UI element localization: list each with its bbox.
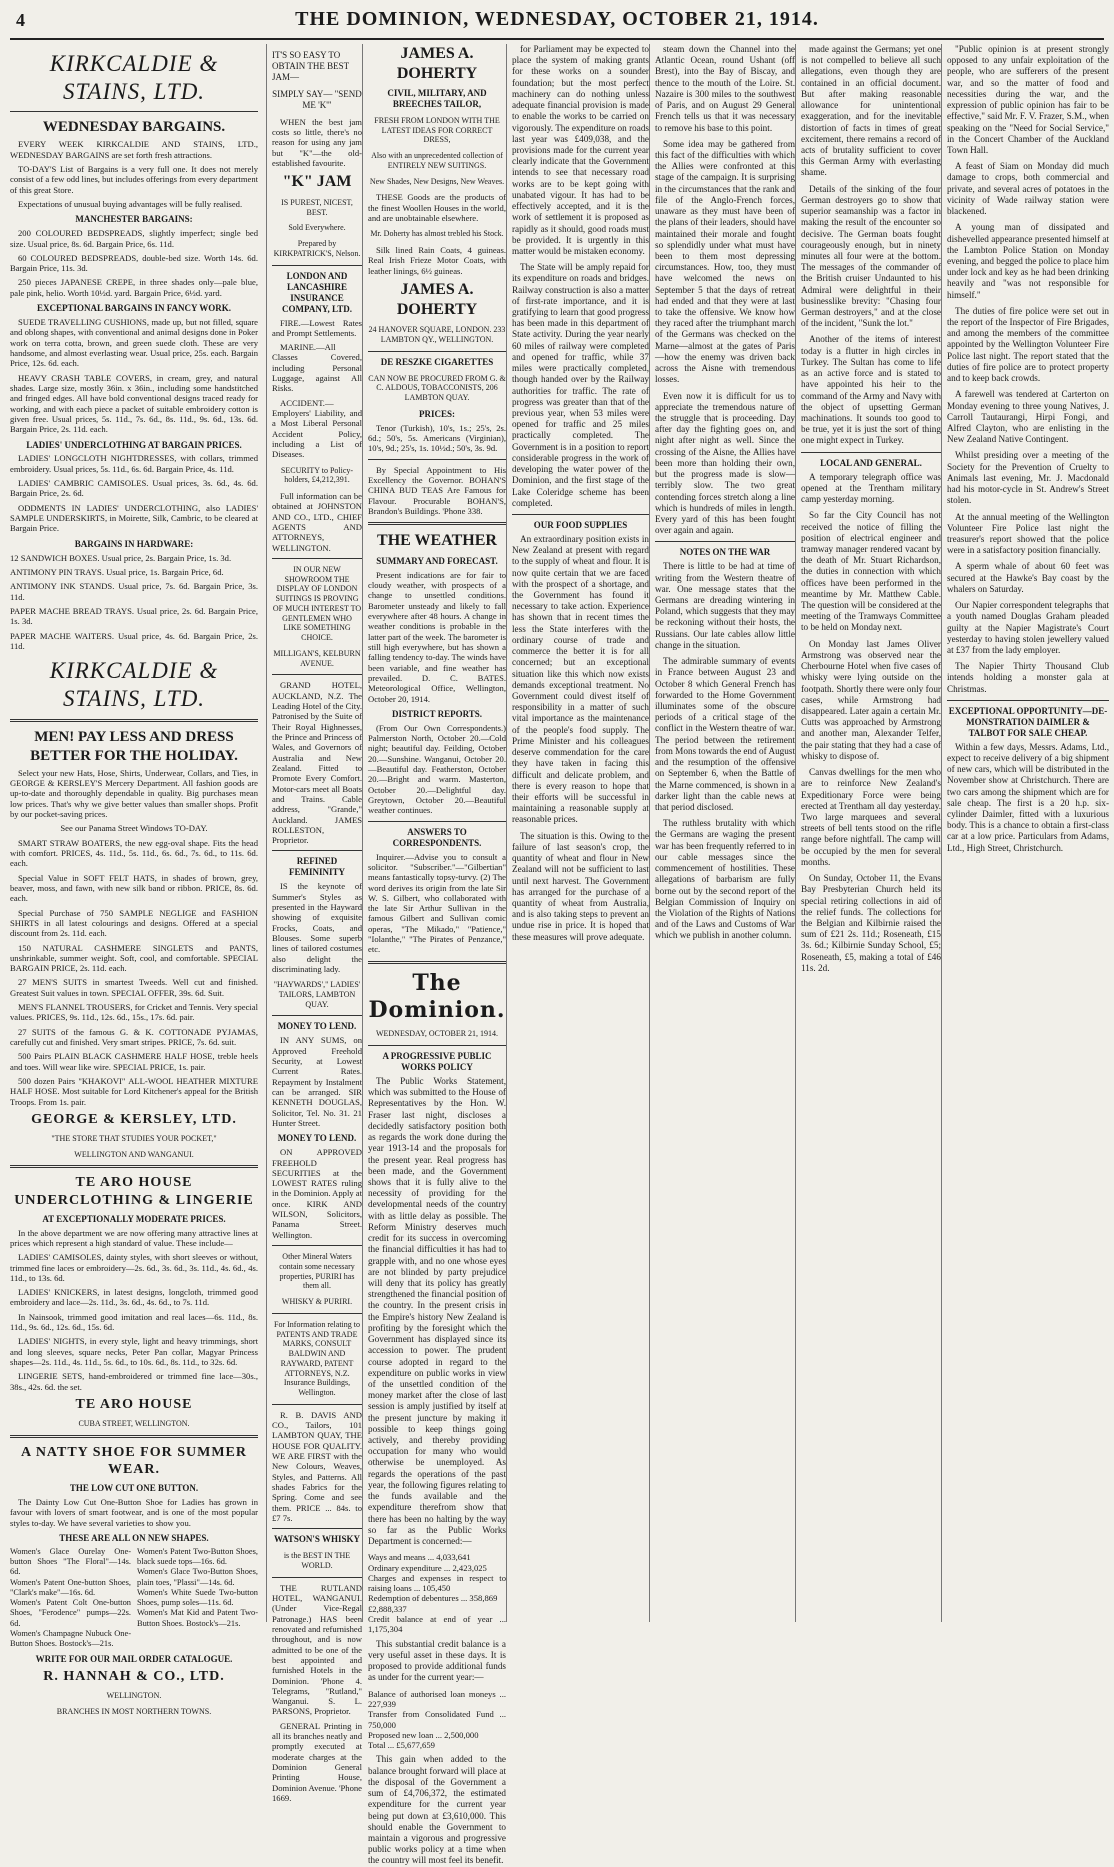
bargain-item: PAPER MACHE BREAD TRAYS. Usual price, 2s. 6d. Bargain Price, 1s. 3d. bbox=[10, 605, 258, 627]
bargain-item: LADIES' LONGCLOTH NIGHTDRESSES, with collars, trimmed embroidery. Usual prices, 5s. 11d., 6s. 6d. Bargain Price, 4s. 11d. bbox=[10, 453, 258, 474]
te-aro-address: CUBA STREET, WELLINGTON. bbox=[78, 1419, 190, 1429]
local-item: The Napier Thirty Thousand Club intends holding a monster gala at Christmas. bbox=[947, 661, 1109, 694]
tearo-intro: In the above department we are now offering many attractive lines at prices which represent a high standard of value. These include— bbox=[10, 1227, 258, 1248]
gk-place: WELLINGTON AND WANGANUI. bbox=[74, 1149, 194, 1159]
local-item: A temporary telegraph office was opened at the Trentham military camp yesterday morning. bbox=[801, 471, 941, 505]
refined-heading: REFINED FEMININITY bbox=[288, 856, 345, 878]
te-aro-house-footer: TE ARO HOUSE bbox=[75, 1396, 193, 1412]
divider bbox=[368, 821, 506, 822]
notes-on-war-heading: NOTES ON THE WAR bbox=[679, 547, 771, 558]
editorial-body: for Parliament may be expected to place the system of making grants for these works on a sounder foundation; but the most perfect machinery can do nothing unless adequate financial provision is made to enable the works to be carried on vigorously. The expenditure on roads last year was £409,038, and the provisions made for the current year clearly indicate that the Government intends to see that necessary road works are to be kept going with unabated vigour. It has had to be effectively accepted, and it is the work of settlement it is proposed as rapidly as it should, good roads must be provided. It is urgently in this matter would be mistaken economy. bbox=[512, 44, 649, 256]
haywards-name: "HAYWARDS'," LADIES' TAILORS, LAMBTON QUAY. bbox=[273, 980, 361, 1009]
whisky-puriri: WHISKY & PURIRI. bbox=[281, 1297, 353, 1307]
local-item: The duties of fire police were set out in the report of the Inspector of Fire Brigades, and among the members of the committee appointed by the Wellington Volunteer Fire Police last night. The report stated that the duties of fire police are to protect property and to keep back crowds. bbox=[947, 305, 1109, 384]
tearo-item: In Nainsook, trimmed good imitation and real laces—6s. 11d., 8s. 11d., 9s. 6d., 12s. 6d., 15s. 6d. bbox=[10, 1311, 258, 1333]
doherty-line: FRESH FROM LONDON WITH THE LATEST IDEAS FOR CORRECT DRESS, bbox=[374, 115, 500, 145]
masthead bbox=[10, 8, 1104, 40]
local-item: At the annual meeting of the Wellington Volunteer Fire Police last night the treasurer's report showed that the police were in a satisfactory position financially. bbox=[947, 511, 1109, 556]
insurance-title: LONDON AND LANCASHIRE INSURANCE COMPANY, LTD. bbox=[282, 270, 352, 314]
k-jam-sold: Sold Everywhere. bbox=[288, 223, 346, 233]
local-item: "Public opinion is at present strongly opposed to any unfair exploitation of the people, who are sufferers of the present war, and so the matter of food and necessities during the war, and the expression of public opinion has fair to be effective," said Mr. F. V. Frazer, S.M., when speaking on the "Need for Social Service," in the Concert Chamber of the Auckland Town Hall. bbox=[947, 44, 1109, 155]
masthead-title: THE DOMINION, WEDNESDAY, OCTOBER 21, 1914. bbox=[295, 8, 819, 30]
milligan-name: MILLIGAN'S, KELBURN AVENUE. bbox=[273, 648, 361, 668]
doherty-line: Mr. Doherty has almost trebled his Stock. bbox=[370, 229, 504, 239]
insurance-security: SECURITY to Policy-holders, £4,212,391. bbox=[280, 465, 354, 485]
local-item: Whilst presiding over a meeting of the Society for the Prevention of Cruelty to Animals last evening, Mr. J. Macdonald had his motor-cycle in St. Andrew's Street stolen. bbox=[947, 450, 1109, 506]
public-works-body-3: This gain when added to the balance brought forward will place at the disposal of the Government a sum of £4,706,372, the estimated expenditure for the current year being put down at £3,610,000. This should enable the Government to maintain a vigorous and progressive public works policy at a time when the country will most feel its benefit. bbox=[368, 1754, 506, 1866]
divider bbox=[272, 1577, 362, 1578]
bohan-ad: By Special Appointment to His Excellency the Governor. BOHAN'S CHINA BUD TEAS Are Famous for Flavour. Procurable BOHAN'S, Brandon's Buildings. 'Phone 338. bbox=[368, 464, 506, 516]
hannah-place: WELLINGTON. bbox=[106, 1691, 162, 1701]
weather-body: Present indications are for fair to cloudy weather, with prospects of a change to unsettled conditions. Barometer unsteady and likely to fall everywhere after 48 hours. A change in weather conditions is probable in the latter part of the week. The barometer is still high everywhere, but has shown a falling tendency to-day. The winds have been variable, and fine weather has prevailed. D. C. BATES. Meteorological Office, Wellington, October 20, 1914. bbox=[368, 569, 506, 704]
exceptional-opportunity-body: Within a few days, Messrs. Adams, Ltd., expect to receive delivery of a big shipment of new cars, which will be distributed in the November show at Christchurch. There are two cars among the shipment which are for sale cheap. The first is a 20 h.p. six-cylinder Daimler, fitted with a luxurious body. This is a chance to obtain a first-class car at a low price. Particulars from Adams, Ltd., High Street, Christchurch. bbox=[947, 741, 1109, 853]
divider bbox=[272, 1404, 362, 1405]
food-supplies-heading: OUR FOOD SUPPLIES bbox=[533, 519, 628, 530]
column-editorial-1 bbox=[362, 44, 506, 1866]
exceptional-opportunity-heading: EXCEPTIONAL OPPORTUNITY—DE-MONSTRATION DAIMLER & TALBOT FOR SALE CHEAP. bbox=[948, 705, 1108, 738]
bargain-item: LADIES' CAMBRIC CAMISOLES. Usual prices, 3s. 6d., 4s. 6d. Bargain Price, 2s. 6d. bbox=[10, 478, 258, 499]
war-body-continued: Another of the items of interest today is a flutter in high circles in Turkey. The Sultan has come to life as an active force and is stated to have appointed his heir to the command of the Army and Navy with the object of upsetting German machinations. It sounds too good to be true, yet it is just the sort of thing one might expect in Turkey. bbox=[801, 334, 941, 446]
money-body: IN ANY SUMS, on Approved Freehold Security, at Lowest Current Rates. Repayment by Instalment can be arranged. SIR KENNETH DOUGLAS, Solicitor, Tel. No. 31. 21 Hunter Street. bbox=[272, 1035, 362, 1128]
kirk-intro: EVERY WEEK KIRKCALDIE AND STAINS, LTD., WEDNESDAY BARGAINS are set forth fresh attractions. bbox=[10, 139, 258, 160]
doherty-address: 24 HANOVER SQUARE, LONDON. 233 LAMBTON QY., WELLINGTON. bbox=[368, 325, 506, 344]
divider bbox=[368, 351, 506, 352]
column-local-general bbox=[795, 44, 941, 1622]
doherty-body: Silk lined Rain Coats, 4 guineas. Real Irish Frieze Motor Coats, with leather linings, 6½ guineas. bbox=[368, 245, 506, 276]
bargain-item: 250 pieces JAPANESE CREPE, in three shades only—pale blue, pale pink, helio. Worth 10½d. yard. Bargain Price, 6½d. yard. bbox=[10, 277, 258, 298]
doherty-subtitle: CIVIL, MILITARY, AND BREECHES TAILOR, bbox=[387, 88, 487, 109]
kirkcaldie-title: KIRKCALDIE & STAINS, LTD. bbox=[49, 51, 219, 105]
k-jam-send: SIMPLY SAY— "SEND ME 'K'" bbox=[272, 88, 362, 110]
doherty-line: New Shades, New Designs, New Weaves. bbox=[369, 176, 505, 186]
war-body: Even now it is difficult for us to appreciate the tremendous nature of the struggle that is proceeding. Day after day the fighting goes on, and night after night as well. Since the crossing of the Aisne, the Allies have been more than holding their own, but the progress made is slow—terribly slow. The two great contending forces stretch along a line which is hundreds of miles in length. Every yard of this has been fought over again and again. bbox=[655, 390, 795, 536]
k-jam-body: WHEN the best jam costs so little, there's no reason for using any jam but "K"—the old-established favourite. bbox=[272, 116, 362, 169]
watson-tagline: is the BEST IN THE WORLD. bbox=[283, 1551, 351, 1570]
divider bbox=[368, 961, 506, 964]
men-pay-less-heading: MEN! PAY LESS AND DRESS BETTER FOR THE HOLIDAY. bbox=[30, 729, 238, 764]
natty-shoe-heading: A NATTY SHOE FOR SUMMER WEAR. bbox=[20, 1444, 247, 1477]
k-jam-tagline: IT'S SO EASY TO OBTAIN THE BEST JAM— bbox=[272, 50, 349, 82]
local-item: So far the City Council has not received the notice of filling the position of electrical engineer and tramway manager rendered vacant by the death of Mr. Stuart Richardson, the duties in connection with which offices have been performed in the meantime by Mr. Matthew Cable. The question will be considered at the meeting of the Tramways Committee to be held on Monday next. bbox=[801, 510, 941, 633]
rutland-hotel-ad: THE RUTLAND HOTEL, WANGANUI. (Under Vice-Regal Patronage.) HAS been renovated and refurnished throughout, and is now admitted to be one of the best appointed and furnished Hotels in the Dominion. 'Phone 4. Telegrams, "Rutland," Wanganui. S. L. PARSONS, Proprietor. bbox=[272, 1582, 362, 1717]
war-body: steam down the Channel into the Atlantic Ocean, round Ushant (off Brest), into the Bay of Biscay, and thence to the mouth of the Loire. St. Nazaire is 300 miles to the southwest of Paris, and on August 29 General French tells us that it was necessary to remove his base to this point. bbox=[655, 44, 795, 133]
column-advertisements-left bbox=[10, 44, 258, 1717]
war-body: Some idea may be gathered from this fact of the difficulties with which the Allies were confronted at this stage of the campaign. It is surprising in the circumstances that the rank and file of the Anglo-French forces, unaware as they must have been of the plans of their leaders, should have maintained their morale and fought so splendidly under what must have been to them most depressing circumstances. How, too, they must have welcomed the news on September 5 that the days of retreat had ended and that they were at last to take the offensive. We know how they raced after the triumphant march of the Germans was checked on the Marne—almost at the gates of Paris—how the enemy was driven back across the Aisne with tremendous losses. bbox=[655, 138, 795, 385]
divider bbox=[655, 541, 795, 542]
shoe-subheading: THE LOW CUT ONE BUTTON. bbox=[69, 1482, 199, 1493]
tearo-item: LADIES' KNICKERS, in latest designs, longcloth, trimmed good embroidery and lace—2s. 11d., 3s. 6d., 4s. 6d., to 7s. 11d. bbox=[10, 1287, 258, 1308]
hardware-heading: BARGAINS IN HARDWARE: bbox=[74, 538, 194, 549]
divider bbox=[272, 1015, 362, 1016]
doherty-line: Also with an unprecedented collection of ENTIRELY NEW SUITINGS. bbox=[371, 151, 503, 170]
weather-subtitle: SUMMARY AND FORECAST. bbox=[376, 555, 498, 566]
gk-item: 27 MEN'S SUITS in smartest Tweeds. Well cut and finished. Greatest Suit values in town. SPECIAL OFFER, 39s. 6d. Suit. bbox=[10, 977, 258, 998]
dominion-flag: The Dominion. bbox=[368, 969, 506, 1023]
divider bbox=[272, 558, 362, 559]
divider bbox=[10, 1165, 258, 1168]
public-works-body: The Public Works Statement, which was submitted to the House of Representatives by the Hon. W. Fraser last night, discloses a decidedly satisfactory position both as regards the work done during the year 1913-14 and the proposals for the present year. Real progress has been made, and the Government shows that it is fully alive to the necessity of providing for the developmental needs of the country with as little delay as possible. The Reform Ministry deserves much credit for its success in overcoming the financial difficulties it has had to grapple with, and no one whose eyes are not blinded by party prejudice will deny that its policy has greatly strengthened the financial position of the country. In the present crisis in the Empire's history New Zealand is profiting by the foresight which the Government has displayed since its accession to power. The prudent course adopted in regard to the expenditure on public works in view of the unsettled condition of the money market after the close of last session is amply justified by itself at the present juncture by making it possible to keep things going actively, and thereby providing occupation for many who would otherwise be unemployed. As regards the operations of the past year, the following figures relating to the funds available and the expenditure therefrom show that there has been no halting by the way so far as the Public Works Department is concerned:— bbox=[368, 1076, 506, 1547]
patents-ad: For Information relating to PATENTS AND TRADE MARKS, CONSULT BALDWIN AND RAYWARD, PATENT ATTORNEYS, N.Z. Insurance Buildings, Wellington. bbox=[274, 1319, 360, 1398]
gk-item: SMART STRAW BOATERS, the new egg-oval shape. Fits the head with comfort. PRICES, 4s. 11d., 5s. 11d., 6s. 6d., 7s. 6d., to 11s. 6d. each. bbox=[10, 837, 258, 869]
men-windows: See our Panama Street Windows TO-DAY. bbox=[60, 823, 208, 834]
wednesday-bargains-heading: WEDNESDAY BARGAINS. bbox=[42, 119, 226, 136]
gk-item: 27 SUITS of the famous G. & K. COTTONADE PYJAMAS, carefully cut and finished. Very smart stripes. PRICE, 7s. 6d. suit. bbox=[10, 1026, 258, 1048]
divider bbox=[272, 850, 362, 851]
local-item: A farewell was tendered at Carterton on Monday evening to three young Natives, J. Carroll Tautaurangi, Hirpi Fongi, and Alfred Clayton, who are enlisting in the New Zealand Native Contingent. bbox=[947, 389, 1109, 445]
notes-body: The admirable summary of events in France between August 23 and October 8 which General French has forwarded to the Home Government illuminates some of the obscure periods of a critical stage of the conflict in the Western theatre of war. The period between the retirement from Mons towards the end of August and the resumption of the offensive on September 6, when the Battle of the Marne commenced, is shown in a darker light than the cable news at that period disclosed. bbox=[655, 656, 795, 812]
bargain-item: PAPER MACHE WAITERS. Usual price, 4s. 6d. Bargain Price, 2s. 11d. bbox=[10, 630, 258, 651]
divider bbox=[368, 459, 506, 460]
shoe-intro: The Dainty Low Cut One-Button Shoe for Ladies has grown in favour with lovers of smart footwear, and is one of the most popular styles to-day. We have several varieties to show you. bbox=[10, 1496, 258, 1528]
men-intro: Select your new Hats, Hose, Shirts, Underwear, Collars, and Ties, in GEORGE & KERSLEY'S Mercery Department. All fashion goods are up-to-date and thoroughly dependable in quality. Big purchases mean low prices. That's why we give better values than smaller shops. Profit by our pocket-saving prices. bbox=[10, 767, 258, 820]
gk-item: 500 Pairs PLAIN BLACK CASHMERE HALF HOSE, treble heels and toes. Will wear like wire. SPECIAL PRICE, 1s. pair. bbox=[10, 1051, 258, 1072]
divider bbox=[368, 1045, 506, 1046]
page-number: 4 bbox=[16, 10, 25, 30]
prices-heading: PRICES: bbox=[418, 408, 455, 419]
k-jam-title: "K" JAM bbox=[282, 173, 352, 191]
column-local-general-2 bbox=[941, 44, 1109, 1622]
kirkcaldie-title-footer: KIRKCALDIE & STAINS, LTD. bbox=[49, 658, 219, 712]
bargain-item: ANTIMONY INK STANDS. Usual price, 7s. 6d. Bargain Price, 3s. 11d. bbox=[10, 581, 258, 602]
doherty-body: THESE Goods are the products of the finest Woollen Houses in the world, and are unobtainable elsewhere. bbox=[368, 192, 506, 224]
local-item: On Sunday, October 11, the Evans Bay Presbyterian Church held its special retiring collections in aid of the relief funds. The collections for the Belgian and Kilbirnie raised the sum of £21 2s. 11d.; Roseneath, £15 3s. 6d.; Kilbirnie Sunday School, £5; Roseneath, £5, making a total of £46 11s. 2d. bbox=[801, 873, 941, 973]
printing-ad: GENERAL Printing in all its branches neatly and promptly executed at moderate charges at the Dominion General Printing House, Dominion Avenue. 'Phone 1669. bbox=[272, 1720, 362, 1803]
watson-title: WATSON'S WHISKY bbox=[274, 1534, 360, 1545]
te-aro-house-title: TE ARO HOUSE bbox=[75, 1175, 193, 1191]
divider bbox=[10, 1435, 258, 1438]
insurance-line: MARINE.—All Classes Covered, including Personal Luggage, against All Risks. bbox=[272, 342, 362, 394]
money-heading: MONEY TO LEND. bbox=[277, 1021, 357, 1032]
bargain-item: 200 COLOURED BEDSPREADS, slightly imperfect; single bed size. Usual price, 8s. 6d. Bargain Price, 6s. 11d. bbox=[10, 228, 258, 249]
divider bbox=[10, 111, 258, 112]
district-body: (From Our Own Correspondents.) Palmerston North, October 20.—Cold night; beautiful day. Feilding, October 20.—Sunshine. Wanganui, October 20.—Beautiful day. Featherston, October 20.—Bright and warm. Masterton, October 20.—Delightful day. Greytown, October 20.—Beautiful weather continues. bbox=[368, 722, 506, 816]
divider bbox=[10, 719, 258, 722]
divider bbox=[272, 1245, 362, 1246]
local-item: A young man of dissipated and dishevelled appearance presented himself at the Lambton Police Station on Monday evening, and begged the police to place him under lock and key as he had been drinking heavily and "was not responsible for himself." bbox=[947, 222, 1109, 300]
bargain-item: ODDMENTS IN LADIES' UNDERCLOTHING, also LADIES' SAMPLE UNDERSKIRTS, in Moirette, Silk, Cambric, to be cleared at Bargain Price. bbox=[10, 502, 258, 534]
doherty-title: JAMES A. DOHERTY bbox=[396, 45, 478, 82]
local-item: A feast of Siam on Monday did much damage to crops, both commercial and private, and several acres of potatoes in the vicinity of Wade railway station were blackened. bbox=[947, 161, 1109, 217]
insurance-line: FIRE.—Lowest Rates and Prompt Settlements. bbox=[272, 317, 362, 338]
showroom-ad: IN OUR NEW SHOWROOM THE DISPLAY OF LONDON SUITINGS IS PROVING OF MUCH INTEREST TO GENTLEMEN WHO LIKE SOMETHING CHOICE. bbox=[272, 564, 362, 643]
column-small-ads bbox=[266, 44, 362, 1803]
answers-heading: ANSWERS TO CORRESPONDENTS. bbox=[392, 826, 482, 848]
food-supplies-body: An extraordinary position exists in New Zealand at present with regard to the supply of wheat and flour. It is now quite certain that we are faced with the prospect of a shortage, and the Government has found it necessary to take action. Experience has shown that in recent times the less the State interferes with the ordinary course of trade and commerce the better it is for all concerned; but an exceptional situation like this which now exists demands exceptional treatment. No Government could divest itself of responsibility in a matter of such vital importance as the maintenance of the people's food supply. The Prime Minister and his colleagues deserve commendation for the care they have taken in facing this difficult and delicate problem, and there is every reason to hope that their efforts will be successful in maintaining a reasonable supply at reasonable prices. bbox=[512, 533, 649, 825]
divider bbox=[272, 265, 362, 266]
k-jam-pure: IS PUREST, NICEST, BEST. bbox=[281, 197, 353, 217]
local-general-heading: LOCAL AND GENERAL. bbox=[820, 457, 922, 468]
bargain-item: ANTIMONY PIN TRAYS. Usual price, 1s. Bargain Price, 6d. bbox=[10, 566, 224, 577]
kirk-intro-2: TO-DAY'S List of Bargains is a very full one. It does not merely consist of a few odd lines, but includes offerings from every department of this great Store. bbox=[10, 164, 258, 195]
moderate-prices: AT EXCEPTIONALLY MODERATE PRICES. bbox=[42, 1213, 226, 1224]
public-works-body-2: This substantial credit balance is a very useful asset in these days. It is proposed to provide additional funds as under for the current year:— bbox=[368, 1638, 506, 1683]
gk-item: 500 dozen Pairs "KHAKOVI" ALL-WOOL HEATHER MIXTURE HALF HOSE. Most suitable for Lord Kitchener's appeal for the British Troops. From 1s. pair. bbox=[10, 1075, 258, 1107]
shoe-list-left: Women's Glace Ourelay One-button Shoes "The Floral"—14s. 6d. Women's Patent One-button Shoes, "Clark's make"—16s. 6d. Women's Patent Colt One-button Shoes, "Ferodence" pumps—22s. 6d. Women's Champagne Nubuck One-Button Shoes. Bostock's—21s. bbox=[10, 1546, 131, 1649]
hannah-branches: BRANCHES IN MOST NORTHERN TOWNS. bbox=[56, 1707, 212, 1717]
mail-order: WRITE FOR OUR MAIL ORDER CATALOGUE. bbox=[35, 1654, 233, 1665]
bargain-item: 12 SANDWICH BOXES. Usual price, 2s. Bargain Price, 1s. 3d. bbox=[10, 552, 232, 563]
k-jam-prepared: Prepared by KIRKPATRICK'S, Nelson. bbox=[273, 239, 361, 258]
divider bbox=[801, 452, 941, 453]
insurance-line: ACCIDENT.—Employers' Liability, and a Most Liberal Personal Accident Policy, including a List of Diseases. bbox=[272, 397, 362, 460]
war-body-continued: Details of the sinking of the four German destroyers go to show that superior seamanship was a factor in making the result of the encounter so decisive. The German boats fought courageously enough, but in ninety minutes all four were at the bottom. The messages of the commander of the British cruiser Undaunted to his Admiral were delightful in their businesslike brevity: "Chasing four German destroyers," and at the close of the incident, "Sunk the lot." bbox=[801, 183, 941, 329]
column-editorial-3 bbox=[649, 44, 795, 1622]
weather-title: THE WEATHER bbox=[377, 532, 497, 550]
money-heading: MONEY TO LEND. bbox=[277, 1133, 357, 1144]
local-item: A sperm whale of about 60 feet was secured at the Hawke's Bay coast by the whalers on Saturday. bbox=[947, 561, 1109, 594]
bargain-item: SUEDE TRAVELLING CUSHIONS, made up, but not filled, square and oblong shapes, with conventional and animal designs done in Poker work on terra cotta, brown, and green suede cloth. These are very handsome, and almost everlasting wear. Usual price, 25s. each. Bargain Price, 12s. 6d. each. bbox=[10, 317, 258, 369]
manchester-heading: MANCHESTER BARGAINS: bbox=[75, 214, 193, 225]
divider bbox=[272, 1313, 362, 1314]
divider bbox=[272, 1528, 362, 1529]
divider bbox=[512, 514, 649, 515]
gk-item: 150 NATURAL CASHMERE SINGLETS and PANTS, unshrinkable, summer weight. Soft, cool, and comfortable. SPECIAL BARGAIN PRICE, 2s. 11d. each. bbox=[10, 942, 258, 974]
puriri-ad: Other Mineral Waters contain some necessary properties, PURIRI has them all. bbox=[279, 1252, 355, 1291]
divider bbox=[272, 674, 362, 675]
insurance-info: Full information can be obtained at JOHNSTON AND CO., LTD., CHIEF AGENTS AND ATTORNEYS, WELLINGTON. bbox=[272, 491, 362, 553]
hannah-title: R. HANNAH & CO., LTD. bbox=[43, 1669, 225, 1685]
shoe-list bbox=[10, 1547, 258, 1650]
shoe-shapes: THESE ARE ALL ON NEW SHAPES. bbox=[59, 1532, 209, 1543]
divider bbox=[368, 522, 506, 525]
ways-means-table: Ways and means ... 4,033,641 Ordinary expenditure ... 2,423,025 Charges and expenses in respect to raising loans ... 105,450 Redemption of debentures ... 358,869 £2,888,337 Credit balance at end of year ... 1,175,304 bbox=[368, 1552, 506, 1635]
tearo-item: LINGERIE SETS, hand-embroidered or trimmed fine lace—30s., 38s., 42s. 6d. the set. bbox=[10, 1371, 258, 1392]
bargain-item: 60 COLOURED BEDSPREADS, double-bed size. Worth 14s. 6d. Bargain Price, 11s. 3d. bbox=[10, 252, 258, 274]
public-works-heading: A PROGRESSIVE PUBLIC WORKS POLICY bbox=[382, 1051, 492, 1073]
george-kersley-title: GEORGE & KERSLEY, LTD. bbox=[31, 1111, 237, 1127]
gk-item: Special Purchase of 750 SAMPLE NEGLIGE and FASHION SHIRTS in all latest colourings and designs. Offered at a special discount from 2s. 11d. each. bbox=[10, 907, 258, 939]
grand-hotel-ad: GRAND HOTEL, AUCKLAND, N.Z. The Leading Hotel of the City. Patronised by the Suite of Their Royal Highnesses, the Prince and Princess of Wales, and Governors of Australia and New Zealand. Fitted to Promote Every Comfort. Motor-cars meet all Boats and Trains. Cable address, "Grande," Auckland. JAMES ROLLESTON, Proprietor. bbox=[272, 680, 362, 846]
dateline: WEDNESDAY, OCTOBER 21, 1914. bbox=[375, 1029, 499, 1039]
notes-body: The ruthless brutality with which the Germans are waging the present war has been frequently referred to in our cable messages since the commencement of hostilities. These allegations of barbarism are fully borne out by the second report of the Belgian Commission of Inquiry on the Violation of the Rights of Nations and of the Laws and Customs of War which we publish in another column. bbox=[655, 818, 795, 941]
gk-item: Special Value in SOFT FELT HATS, in shades of brown, grey, beaver, moss, and fawn, with new silk band or ribbon. PRICE, 8s. 6d. each. bbox=[10, 872, 258, 904]
funds-table: Balance of authorised loan moneys ... 227,939 Transfer from Consolidated Fund ... 750,000 Proposed new loan ... 2,500,000 Total ... £5,677,659 bbox=[368, 1688, 506, 1751]
editorial-body: The State will be amply repaid for its expenditure on roads and bridges. Railway construction is also a matter of first-rate importance, and it is gratifying to learn that good progress has been made in this department of State activity. During the year nearly 60 miles of railway were completed and opened for traffic, while 37 miles were practically completed, though handed over by the Railway authorities for traffic. The rate of progress was greater than that of the previous year, when 53 miles were opened for traffic and 25 miles practically completed. The Government is in a position to report considerable progress in the work of developing the water power of the Dominion, and the first stage of the Lake Coleridge scheme has been completed. bbox=[512, 262, 649, 508]
food-supplies-body-2: The situation is this. Owing to the failure of last season's crop, the quantity of wheat and flour in New Zealand will not be sufficient to last until next harvest. The Government has arranged for the purchase of a quantity of wheat from Australia, and is also taking steps to prevent an undue rise in price. It is hoped that these measures will prove adequate. bbox=[512, 830, 649, 942]
column-editorial-2 bbox=[506, 44, 649, 1622]
answers-body: Inquirer.—Advise you to consult a solicitor. "Subscriber."—"Gilbertian" means fantastically topsy-turvy. (2) The word derives its origin from the late Sir W. S. Gilbert, who collaborated with the late Sir Arthur Sullivan in the famous Gilbert and Sullivan comic operas, "The Mikado," "Patience," "Iolanthe," "The Pirates of Penzance," etc. bbox=[368, 851, 506, 955]
underclothing-heading: LADIES' UNDERCLOTHING AT BARGAIN PRICES. bbox=[26, 439, 242, 450]
prices-body: Tenor (Turkish), 10's, 1s.; 25's, 2s. 6d.; 50's, 5s. Americans (Virginian), 10's, 9d.; 25's, 1s. 10½d.; 50's, 3s. 9d. bbox=[368, 422, 506, 454]
refined-body: IS the keynote of Summer's Styles as presented in the Hayward showing of exquisite Frocks, Coats, and Blouses. Some superb lines of tailored costumes also delight the discriminating lady. bbox=[272, 881, 362, 974]
local-item: On Monday last James Oliver Armstrong was observed near the Cherbourne Hotel when five cases of whisky were lying outside on the footpath. Shortly there were only four cases, while Armstrong had disappeared. Later again a certain Mr. Cutts was approached by Armstrong and another man, Alexander Telfer, the pair stating that they had a case of whisky to dispose of. bbox=[801, 638, 941, 761]
war-body-continued: made against the Germans; yet one is not compelled to believe all such allegations, even though they are contained in an official document. But after making reasonable allowance for unintentional exaggeration, and for the inevitable distortion of facts in times of great excitement, there remains a record of acts of brutality sufficient to cover this German Army with everlasting shame. bbox=[801, 44, 941, 178]
reszke-body: CAN NOW BE PROCURED FROM G. & C. ALDOUS, TOBACCONISTS, 206 LAMBTON QUAY. bbox=[368, 373, 506, 403]
lingerie-heading: UNDERCLOTHING & LINGERIE bbox=[14, 1192, 254, 1208]
money-body: ON APPROVED FREEHOLD SECURITIES at the LOWEST RATES ruling in the Dominion. Apply at once. KIRK AND WILSON, Solicitors, Panama Street. Wellington. bbox=[272, 1147, 362, 1240]
local-item: Canvas dwellings for the men who are to reinforce New Zealand's Expeditionary Force were being erected at Trentham all day yesterday. Two large marquees and several streets of bell tents stood on the rifle range before nightfall. The camp will be occupied by the men for several months. bbox=[801, 767, 941, 867]
shoe-list-right: Women's Patent Two-Button Shoes, black suede tops—16s. 6d. Women's Glace Two-Button Shoes, plain toes, "Plassi"—14s. 6d. Women's White Suede Two-button Shoes, pump soles—11s. 6d. Women's Mat Kid and Patent Two-Button Shoes. Bostock's—21s. bbox=[137, 1546, 258, 1628]
gk-item: MEN'S FLANNEL TROUSERS, for Cricket and Tennis. Very special values. PRICES, 9s. 11d., 12s. 6d., 15s., 17s. 6d. pair. bbox=[10, 1002, 258, 1023]
notes-body: There is little to be had at time of writing from the Western theatre of war. One message states that the Germans are dreading wintering in Poland, which suggests that they may be reckoning without their hosts, the Russians. Our late cables allow little change in the situation. bbox=[655, 561, 795, 650]
reszke-title: DE RESZKE CIGARETTES bbox=[380, 356, 494, 367]
columns bbox=[10, 44, 1109, 1866]
local-item: Our Napier correspondent telegraphs that a youth named Douglas Graham pleaded guilty at the Napier Magistrate's Court yesterday to having stolen jewellery valued at £37 from the lady employer. bbox=[947, 600, 1109, 655]
doherty-title-footer: JAMES A. DOHERTY bbox=[396, 281, 478, 318]
davis-tailor-ad: R. B. DAVIS AND CO., Tailors, 101 LAMBTON QUAY, THE HOUSE FOR QUALITY. WE ARE FIRST with the New Colours, Weaves, Styles, and Patterns. All shades Fabrics for the Spring. Come and see them. PRICE ... 84s. to £7 7s. bbox=[272, 1409, 362, 1523]
kirk-intro-3: Expectations of unusual buying advantages will be fully realised. bbox=[18, 198, 243, 209]
bargain-item: HEAVY CRASH TABLE COVERS, in cream, grey, and natural shades. Large size, mostly 36in. x 36in., including some handstitched and fringed edges. All have bold conventional designs traced ready for working, and with each piece a packet of suitable embroidery cotton is given free. Usual prices, 5s. 11d., 7s. 6d., 8s. 11d., 9s. 6d., 13s. 6d. Bargain Price, 2s. 11d. each. bbox=[10, 372, 258, 435]
district-heading: DISTRICT REPORTS. bbox=[391, 708, 483, 719]
divider bbox=[947, 700, 1109, 701]
tearo-item: LADIES' NIGHTS, in every style, light and heavy trimmings, short and long sleeves, square necks, Peter Pan collar, Magyar Princess shapes—2s. 11d., 4s. 11d., 5s. 6d., to 10s. 6d., 8s. 11d., to 32s. 6d. bbox=[10, 1336, 258, 1368]
tearo-item: LADIES' CAMISOLES, dainty styles, with short sleeves or without, trimmed fine laces or embroidery—2s. 6d., 3s. 6d., 3s. 11d., 4s. 6d., 4s. 11d., to 13s. 6d. bbox=[10, 1252, 258, 1283]
gk-slogan: "THE STORE THAT STUDIES YOUR POCKET," bbox=[51, 1133, 217, 1143]
fancy-work-heading: EXCEPTIONAL BARGAINS IN FANCY WORK. bbox=[36, 303, 232, 314]
